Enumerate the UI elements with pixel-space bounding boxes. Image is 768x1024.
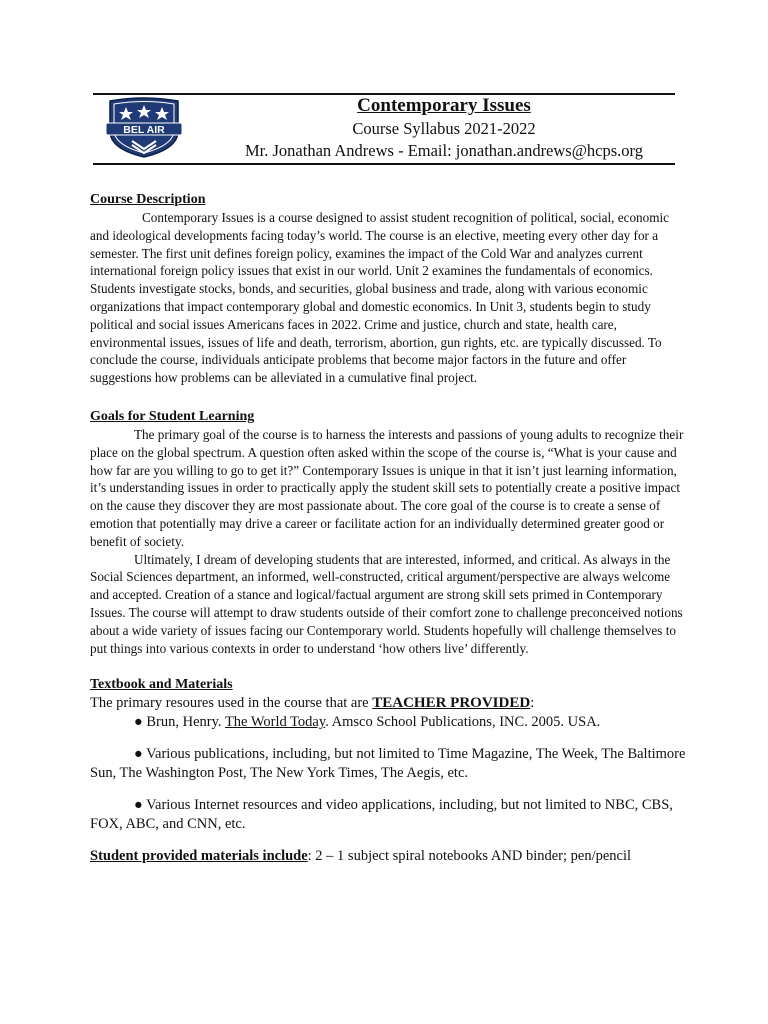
student-materials: Student provided materials include: 2 – 1 subject spiral notebooks AND binder; pen/pencil	[90, 848, 632, 865]
materials-intro: The primary resoures used in the course that are TEACHER PROVIDED:	[90, 695, 535, 712]
course-description-heading: Course Description	[90, 192, 206, 207]
document-header	[200, 94, 688, 162]
teacher-provided-label: TEACHER PROVIDED	[372, 695, 531, 712]
goals-heading: Goals for Student Learning	[90, 408, 255, 424]
student-materials-label: Student provided materials include	[90, 848, 308, 865]
goals-paragraph-1: The primary goal of the course is to harness the interests and passions of young adults to recognize their place on the global spectrum. A question often asked within the scope of the course is, “What is your cause and how far are you willing to go to get it?” Contemporary Issues is unique in that it isn’t just learning information, it’s understanding issues in order to practically apply the student skill sets to potentially create a positive impact on the cause they discover they are most passionate about. The core goal of the course is to create a sense of emotion that potentially may drive a career or facilitate action for an individually determined greater good or benefit of society.	[90, 426, 684, 549]
header-bottom-rule	[93, 163, 675, 165]
bullet-icon: ●	[134, 797, 143, 814]
goals-paragraph-2: Ultimately, I dream of developing students that are interested, informed, and critical. As always in the Social Sciences department, an informed, well-constructed, critical argument/perspective are always welcome and accepted. Creation of a stance and logical/factual argument are strong skill sets primed in Contemporary Issues. The course will attempt to draw students outside of their comfort zone to challenge preconceived notions about a wide variety of issues facing our Contemporary world. Students hopefully will challenge themselves to put things into various contexts in order to understand ‘how others live’ differently.	[90, 551, 683, 656]
materials-item-textbook: ● Brun, Henry. The World Today. Amsco School Publications, INC. 2005. USA.	[134, 714, 601, 731]
document-title: Contemporary Issues	[357, 95, 531, 116]
materials-item-internet: ● Various Internet resources and video applications, including, but not limited to NBC, CBS, FOX, ABC, and CNN, etc.	[90, 797, 673, 833]
logo-text: BEL AIR	[123, 124, 165, 136]
materials-heading: Textbook and Materials	[90, 677, 233, 693]
teacher-contact: Mr. Jonathan Andrews - Email: jonathan.andrews@hcps.org	[245, 141, 643, 160]
bullet-icon: ●	[134, 714, 143, 731]
materials-section	[90, 675, 690, 866]
textbook-title: The World Today	[224, 714, 326, 731]
document-subtitle: Course Syllabus 2021-2022	[352, 119, 536, 138]
document-body	[90, 190, 690, 866]
bullet-icon: ●	[134, 746, 143, 763]
materials-item-publications: ● Various publications, including, but not limited to Time Magazine, The Week, The Baltimore Sun, The Washington Post, The New York Times, The Aegis, etc.	[90, 746, 686, 782]
course-description-text: Contemporary Issues is a course designed to assist student recognition of political, social, economic and ideological developments facing today’s world. The course is an elective, meeting every other day for a semester. The first unit defines foreign policy, examines the impact of the Cold War and analyzes current international foreign policy issues that exist in our world. Unit 2 examines the fundamentals of economics. Students investigate stocks, bonds, and securities, global business and trade, along with various economic organizations that impact contemporary global and domestic economics. In Unit 3, students begin to study political and social issues Americans faces in 2022. Crime and justice, church and state, health care, environmental issues, issues of life and death, terrorism, abortion, gun rights, etc. are typically discussed. To conclude the course, individuals anticipate problems that become major factors in the future and offer suggestions how problems can be alleviated in a cumulative final project.	[90, 210, 670, 386]
school-crest-logo	[104, 97, 184, 159]
